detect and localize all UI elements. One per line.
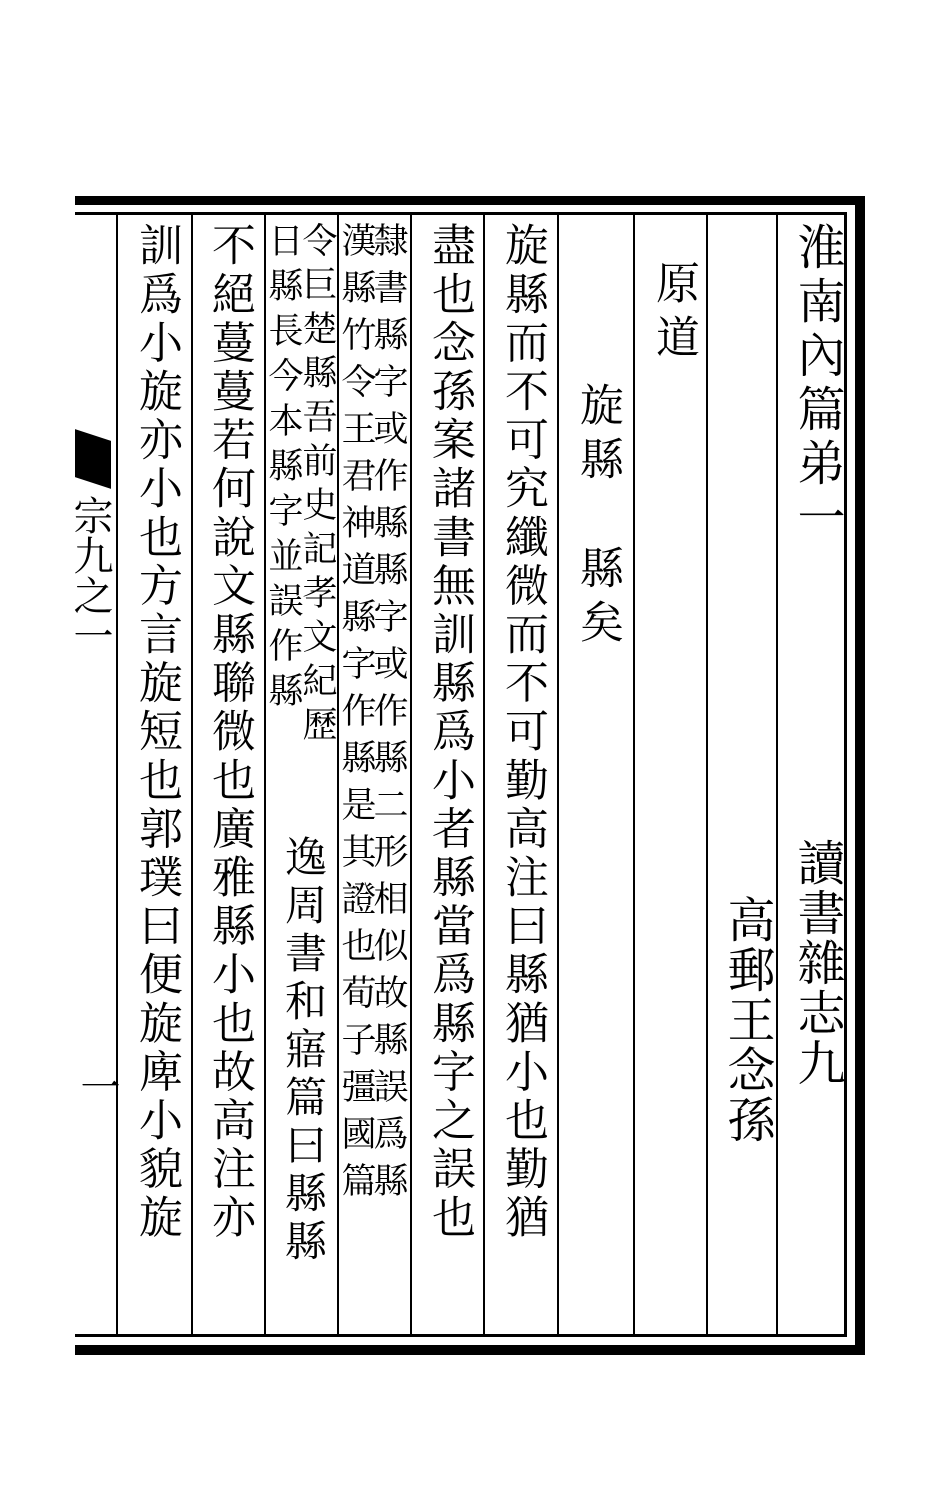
volume-mark: 宗九之一 <box>67 495 113 655</box>
note-column-d: 日縣長今本縣字並誤作縣 <box>263 222 303 717</box>
note-column-a: 隸書縣字或作縣縣字或作縣二形相似故縣誤爲縣 <box>368 222 408 1209</box>
column-rule <box>410 215 412 1334</box>
note-column-c-continued: 逸周書和寤篇曰縣縣 <box>279 835 328 1267</box>
column-rule <box>776 215 778 1334</box>
folio-number: 一 <box>74 1066 120 1116</box>
column-rule <box>557 215 559 1334</box>
column-rule <box>483 215 485 1334</box>
column-rule <box>191 215 193 1334</box>
body-column-3: 不絕蔓蔓若何說文縣聯微也廣雅縣小也故高注亦 <box>204 222 255 1243</box>
note-column-b: 漢縣竹令王君神道縣字作縣是其證也荀子彊國篇 <box>336 222 376 1209</box>
entry-heading: 旋縣 <box>572 382 623 490</box>
fish-tail-mark <box>75 429 111 489</box>
chapter-heading: 原道 <box>648 260 699 368</box>
entry-heading-note: 縣矣 <box>572 545 623 653</box>
frame-bottom-border <box>75 1345 865 1355</box>
series-title: 讀書雜志九 <box>789 838 845 1088</box>
body-column-2: 盡也念孫案諸書無訓縣爲小者縣當爲縣字之誤也 <box>424 222 475 1243</box>
frame-bottom-inner-border <box>75 1334 847 1337</box>
note-column-c: 令巨楚縣吾前史記孝文紀歷 <box>297 222 337 750</box>
frame-right-border <box>855 196 865 1355</box>
column-rule <box>706 215 708 1334</box>
author-line: 高郵王念孫 <box>719 895 775 1145</box>
column-rule <box>116 215 118 1334</box>
body-column-4: 訓爲小旋亦小也方言旋短也郭璞曰便旋庳小貌旋 <box>131 222 182 1243</box>
book-title: 淮南內篇弟一 <box>789 222 845 546</box>
frame-top-border <box>75 196 865 205</box>
column-rule <box>633 215 635 1334</box>
body-column-1: 旋縣而不可究纖微而不可勤高注曰縣猶小也勤猶 <box>497 222 548 1243</box>
